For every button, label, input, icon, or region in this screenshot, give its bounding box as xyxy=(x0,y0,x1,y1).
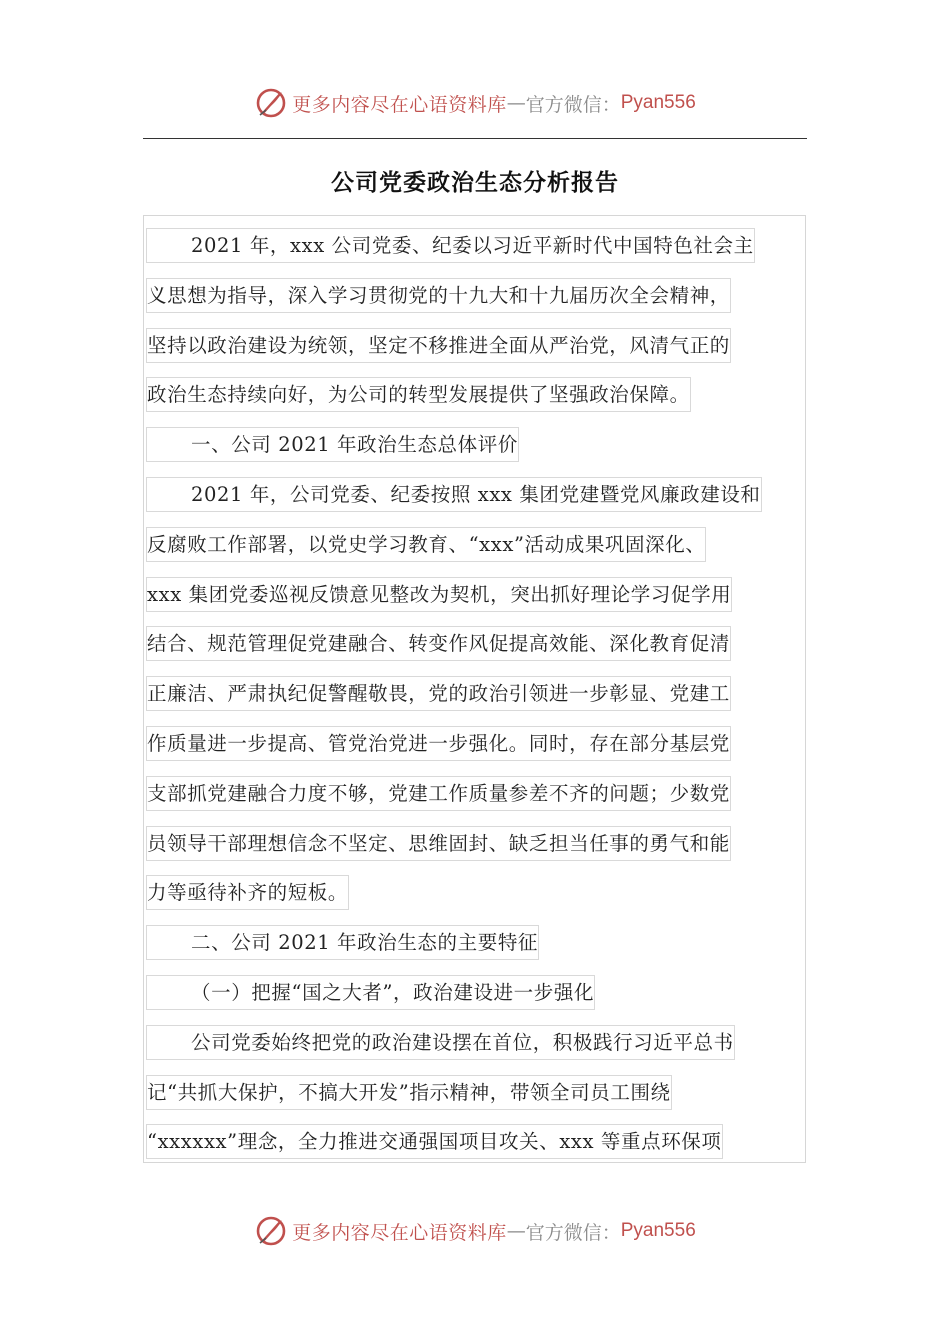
text-line: 一、公司 2021 年政治生态总体评价 xyxy=(146,427,519,462)
header-divider xyxy=(143,138,807,139)
banner-site-name: 更多内容尽在心语资料库 xyxy=(292,1221,507,1244)
text-line: 2021 年，公司党委、纪委按照 xxx 集团党建暨党风廉政建设和 xyxy=(146,477,762,512)
banner-wechat-id: Pyan556 xyxy=(620,1220,696,1241)
text-line: 二、公司 2021 年政治生态的主要特征 xyxy=(146,925,539,960)
text-line: 记“共抓大保护，不搞大开发”指示精神，带领全司员工围绕 xyxy=(146,1075,672,1110)
banner-dash: — xyxy=(506,1220,526,1242)
banner-site-name: 更多内容尽在心语资料库 xyxy=(292,93,507,116)
text-line: 正廉洁、严肃执纪促警醒敬畏，党的政治引领进一步彰显、党建工 xyxy=(146,676,731,711)
text-line: 员领导干部理想信念不坚定、思维固封、缺乏担当任事的勇气和能 xyxy=(146,826,731,861)
text-line: 反腐败工作部署，以党史学习教育、“xxx”活动成果巩固深化、 xyxy=(146,527,706,562)
banner-wechat-label: 官方微信： xyxy=(525,1221,621,1244)
text-line: 力等亟待补齐的短板。 xyxy=(146,875,349,910)
banner-dash: — xyxy=(506,92,526,114)
text-line: 义思想为指导，深入学习贯彻党的十九大和十九届历次全会精神， xyxy=(146,278,731,313)
document-title: 公司党委政治生态分析报告 xyxy=(331,170,619,196)
text-line: xxx 集团党委巡视反馈意见整改为契机，突出抓好理论学习促学用 xyxy=(146,577,732,612)
text-line: 支部抓党建融合力度不够，党建工作质量参差不齐的问题；少数党 xyxy=(146,776,731,811)
quill-logo-icon xyxy=(254,86,288,120)
text-line: 作质量进一步提高、管党治党进一步强化。同时，存在部分基层党 xyxy=(146,726,731,761)
banner-wechat-id: Pyan556 xyxy=(620,92,696,113)
text-line: 公司党委始终把党的政治建设摆在首位，积极践行习近平总书 xyxy=(146,1025,735,1060)
text-line: 政治生态持续向好，为公司的转型发展提供了坚强政治保障。 xyxy=(146,377,691,412)
text-line: “xxxxxx”理念，全力推进交通强国项目攻关、xxx 等重点环保项 xyxy=(146,1124,723,1159)
text-line: （一）把握“国之大者”，政治建设进一步强化 xyxy=(146,975,595,1010)
document-body-frame xyxy=(143,215,806,1163)
header-watermark-banner xyxy=(0,83,950,123)
quill-logo-icon xyxy=(254,1214,288,1248)
text-line: 结合、规范管理促党建融合、转变作风促提高效能、深化教育促清 xyxy=(146,626,731,661)
text-line: 2021 年，xxx 公司党委、纪委以习近平新时代中国特色社会主 xyxy=(146,228,755,263)
footer-watermark-banner xyxy=(0,1211,950,1251)
banner-wechat-label: 官方微信： xyxy=(525,93,621,116)
text-line: 坚持以政治建设为统领，坚定不移推进全面从严治党，风清气正的 xyxy=(146,328,731,363)
